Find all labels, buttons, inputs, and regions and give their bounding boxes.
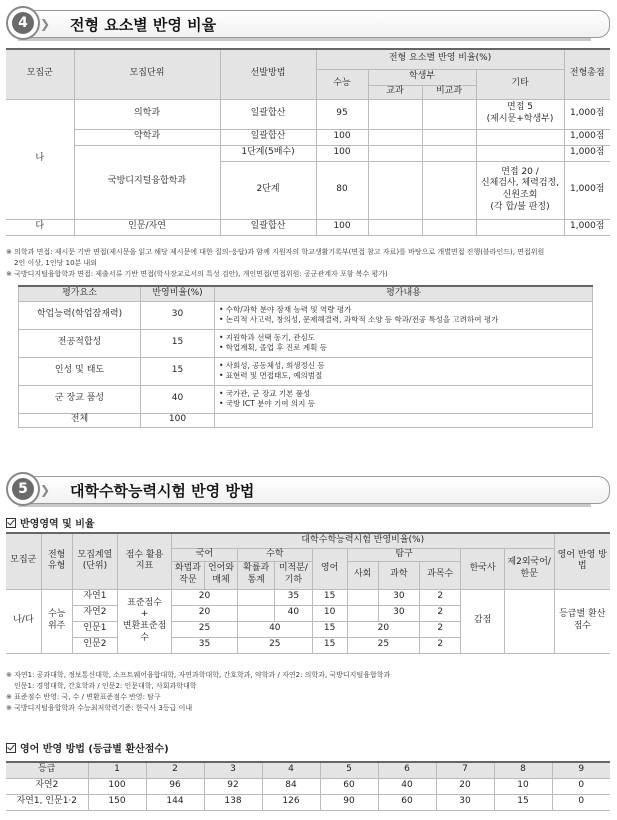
score-cell: 10 (494, 778, 552, 794)
section-4-header (6, 6, 610, 40)
group-cell: 나 (6, 99, 74, 219)
grade-header: 8 (494, 762, 552, 778)
score-cell: 30 (436, 794, 494, 810)
table-row: 인성 및 태도 15 • 사회성, 공동체성, 희생정신 등 • 표현력 및 면접태도, 예의범절 (19, 357, 593, 385)
table-row: 인문2 35 25 15 25 2 (6, 637, 610, 653)
score-cell: 60 (378, 794, 436, 810)
section-number-badge: 5 (6, 472, 40, 506)
score-cell: 92 (204, 778, 262, 794)
score-cell: 20 (436, 778, 494, 794)
table-row: 전체 100 (19, 413, 593, 427)
score-cell: 15 (494, 794, 552, 810)
table-row: 군 장교 품성 40 • 국가관, 군 장교 기본 품성 • 국방 ICT 분야 기여 의지 등 (19, 385, 593, 413)
table-row: 약학과 일괄합산 100 1,000점 (6, 129, 610, 145)
score-cell: 60 (320, 778, 378, 794)
score-cell: 126 (262, 794, 320, 810)
score-cell: 0 (552, 794, 610, 810)
header-group: 모집군 (6, 49, 74, 99)
table-row: 국방디지털융합학과 1단계(5배수) 100 1,000점 (6, 145, 610, 161)
score-cell: 138 (204, 794, 262, 810)
score-cell: 144 (146, 794, 204, 810)
table-row: 전공적합성 15 • 지원학과 선택 동기, 관심도 • 학업계획, 졸업 후 진로 계획 등 (19, 329, 593, 357)
header-method: 선발방법 (220, 49, 316, 99)
header-suneung: 수능 (316, 69, 368, 99)
table-row: 학업능력(학업잠재력) 30 • 수학/과학 분야 잠재 능력 및 역량 평가 • 논리적 사고력, 창의성, 문제해결력, 과학적 소양 등 학과/전공 특성을 고려하여 평가 (19, 301, 593, 329)
section-5-header (6, 472, 610, 506)
grade-header: 4 (262, 762, 320, 778)
subheading-english-method: 영어 반영 방법 (등급별 환산점수) (6, 740, 169, 755)
grade-header: 5 (320, 762, 378, 778)
header-unit: 모집단위 (74, 49, 220, 99)
table-row: 다 인문/자연 일괄합산 100 1,000점 (6, 219, 610, 235)
section-title: 전형 요소별 반영 비율 (70, 16, 217, 34)
header-other: 기타 (476, 69, 564, 99)
chevron-right-icon: ❯ (40, 17, 51, 31)
admission-ratio-table (6, 48, 610, 236)
score-cell: 90 (320, 794, 378, 810)
table-row: 나 의학과 일괄합산 95 면접 5 (제시문+학생부) 1,000점 (6, 99, 610, 129)
header-ratio: 전형 요소별 반영 비율(%) (316, 49, 564, 69)
score-cell: 96 (146, 778, 204, 794)
score-cell: 0 (552, 778, 610, 794)
header-subject: 교과 (368, 85, 422, 99)
header-nonsubject: 비교과 (422, 85, 476, 99)
chevron-right-icon: ❯ (40, 483, 51, 497)
grade-header: 6 (378, 762, 436, 778)
section5-notes: ※ 자연1: 공과대학, 정보통신대학, 소프트웨어융합대학, 자연과학대학, 간호학과, 약학과 / 자연2: 의학과, 국방디지털융합학과 인문1: 경영대학, 간호학과 / 인문2: 인문대학, 사회과학대학 ※ 표준점수 반영: 국, 수 / 변환표준점수 반영: 탐구 ※ 국방디지털융합학과 수능최저학력기준: 한국사 3등급 이내 (6, 671, 391, 712)
grade-header: 3 (204, 762, 262, 778)
grade-header: 7 (436, 762, 494, 778)
header-school-record: 학생부 (368, 69, 476, 85)
grade-header: 2 (146, 762, 204, 778)
grade-header: 1 (88, 762, 146, 778)
checkbox-icon (6, 743, 16, 753)
suneung-ratio-table: 모집군 전형 유형 모집계열 (단위) 점수 활용 지표 대학수학능력시험 반영비율(%) 영어 반영 방법 국어 수학 영어 탐구 한국사 제2외국어/한문 화법과 작문 언어와 매체 확률과 통계 미적분/기하 사회 과학 과목수 나/다 수능 위주 자연1 표준점수 + 변환표준점수 20 35 15 30 2 감점 등급별 환산점수 자연2 20 40 10 30 2 인문1 25 40 15 20 2 인문2 35 25 15 25 2 (6, 532, 610, 654)
section-title: 대학수학능력시험 반영 방법 (70, 482, 255, 500)
english-conversion-table: 등급 1 2 3 4 5 6 7 8 9 자연2 100 96 92 84 60 40 20 10 0 자연1, 인문1·2 150 144 138 126 90 60 30 15 0 (6, 761, 610, 811)
section4-notes: ※ 의학과 면접: 제시문 기반 면접(제시문을 읽고 해당 제시문에 대한 질의-응답)과 함께 지원자의 학교생활기록부(면접 참고 자료)를 바탕으로 개별면접 진행(블라인드), 면접위원 2인 이상, 1인당 10분 내외 ※ 국방디지털융합학과 면접: 제출서류 기반 면접(학사장교로서의 특성 검안), 개인면접(면접위원: 공군관계자 포함 복수 평가) (6, 248, 545, 278)
table-row: 나/다 수능 위주 자연1 표준점수 + 변환표준점수 20 35 15 30 2 감점 등급별 환산점수 (6, 589, 610, 605)
table-row: 자연1, 인문1·2 150 144 138 126 90 60 30 15 0 (6, 794, 610, 810)
table-row: 자연2 20 40 10 30 2 (6, 605, 610, 621)
table-row: 인문1 25 40 15 20 2 (6, 621, 610, 637)
score-cell: 84 (262, 778, 320, 794)
section-number-badge: 4 (6, 6, 40, 40)
checkbox-icon (6, 518, 16, 528)
header-total: 전형총점 (564, 49, 610, 99)
grade-header: 9 (552, 762, 610, 778)
score-cell: 100 (88, 778, 146, 794)
table-row: 2단계 80 면접 20 / 신체검사, 체력검정, 신원조회 (각 합/불 판정) 1,000점 (6, 161, 610, 219)
interview-eval-table: 평가요소 반영비율(%) 평가내용 학업능력(학업잠재력) 30 • 수학/과학 분야 잠재 능력 및 역량 평가 • 논리적 사고력, 창의성, 문제해결력, 과학적 소양 등 학과/전공 특성을 고려하여 평가 전공적합성 15 • 지원학과 선택 동기, 관심도 • 학업계획, 졸업 후 진로 계획 등 인성 및 태도 15 • 사회성, 공동체성, 희생정신 등 • 표현력 및 면접태도, 예의범절 군 장교 품성 40 • 국가관, 군 장교 기본 품성 • 국방 ICT 분야 기여 의지 등 전체 100 (18, 285, 593, 428)
score-cell: 40 (378, 778, 436, 794)
table-row: 자연2 100 96 92 84 60 40 20 10 0 (6, 778, 610, 794)
score-cell: 150 (88, 794, 146, 810)
subheading-reflection-area: 반영영역 및 비율 (6, 515, 95, 530)
